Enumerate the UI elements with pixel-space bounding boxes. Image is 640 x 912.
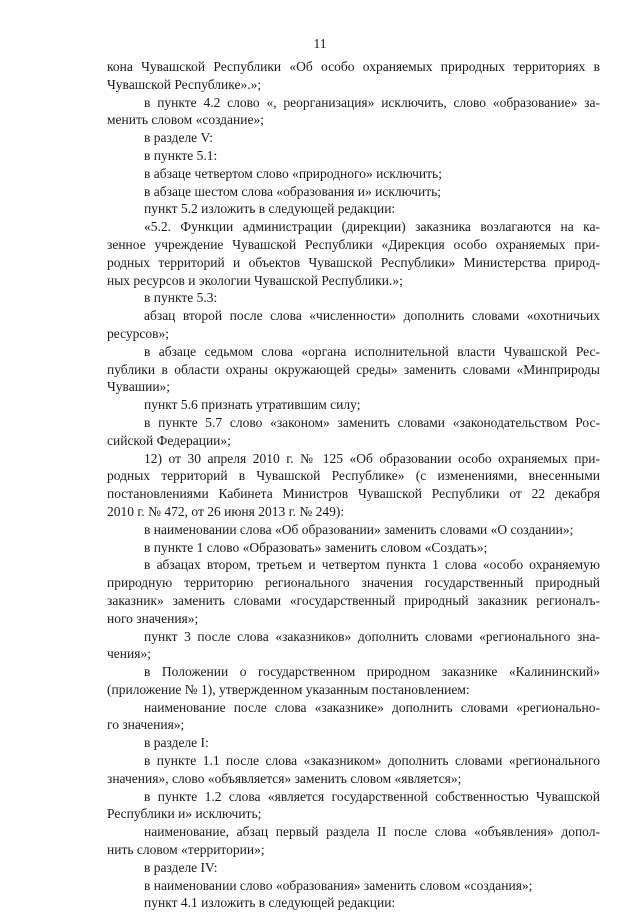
text-line-content: в пункте 1 слово «Образовать» заменить словом «Создать»; — [144, 539, 488, 555]
text-line — [107, 343, 600, 361]
text-line — [107, 628, 600, 646]
text-line-content: родных территорий в Чувашской Республике» (с изменениями, внесенными — [107, 468, 600, 484]
text-line-content: пункт 3 после слова «заказников» дополнить словами «регионального зна- — [144, 628, 600, 644]
text-line — [107, 485, 600, 503]
text-line — [107, 289, 600, 307]
document-body — [107, 58, 600, 912]
text-line-content: чения»; — [107, 646, 151, 662]
text-line-content: в Положении о государственном природном заказнике «Калининский» — [144, 664, 600, 680]
page-number: 11 — [313, 36, 327, 51]
text-line-content: в пункте 5.7 слово «законом» заменить словами «законодательством Рос- — [144, 414, 600, 430]
text-line-content: ного значения»; — [107, 610, 199, 626]
text-line — [107, 556, 600, 574]
text-line — [107, 76, 600, 94]
text-line — [107, 58, 600, 76]
text-line-content: 2010 г. № 472, от 26 июня 2013 г. № 249): — [107, 503, 345, 519]
text-line — [107, 111, 600, 129]
text-line — [107, 521, 600, 539]
text-line — [107, 307, 600, 325]
text-line — [107, 610, 600, 628]
text-line — [107, 699, 600, 717]
text-line-content: наименование после слова «заказнике» дополнить словами «регионально- — [144, 699, 600, 715]
text-line-content: нить словом «территории»; — [107, 842, 265, 858]
text-line-content: в разделе I: — [144, 735, 209, 751]
text-line-content: пункт 4.1 изложить в следующей редакции: — [144, 895, 396, 911]
text-line — [107, 770, 600, 788]
text-line — [107, 716, 600, 734]
text-line — [107, 147, 600, 165]
text-line — [107, 681, 600, 699]
text-line-content: ных ресурсов и экологии Чувашской Республики.»; — [107, 272, 403, 288]
text-line-content: в пункте 5.3: — [144, 290, 218, 306]
text-line-content: абзац второй после слова «численности» дополнить словами «охотничьих — [144, 308, 600, 324]
text-line-content: менить словом «создание»; — [107, 112, 264, 128]
text-line-content: кона Чувашской Республики «Об особо охраняемых природных территориях в — [107, 59, 600, 74]
text-line-content: в пункте 5.1: — [144, 147, 218, 163]
text-line-content: зенное учреждение Чувашской Республики «Дирекция особо охраняемых при- — [107, 236, 600, 252]
text-line — [107, 592, 600, 610]
text-line — [107, 165, 600, 183]
text-line-content: заказник» заменить словами «государственный природный заказник регионалъ- — [107, 592, 600, 608]
text-line — [107, 841, 600, 859]
text-line-content: пункт 5.2 изложить в следующей редакции: — [144, 201, 396, 217]
text-line-content: 12) от 30 апреля 2010 г. № 125 «Об образовании особо охраняемых при- — [144, 450, 600, 466]
text-line-content: Республики и» исключить; — [107, 806, 262, 822]
text-line — [107, 859, 600, 877]
text-line-content: пункт 5.6 признать утратившим силу; — [144, 397, 361, 413]
text-line — [107, 450, 600, 468]
text-line-content: в разделе IV: — [144, 859, 218, 875]
text-line — [107, 805, 600, 823]
text-line — [107, 539, 600, 557]
text-line-content: в пункте 4.2 слово «, реорганизация» исключить, слово «образование» за- — [144, 94, 600, 110]
text-line — [107, 788, 600, 806]
text-line — [107, 129, 600, 147]
text-line-content: в абзацах втором, третьем и четвертом пункта 1 слова «особо охраняемую — [144, 557, 600, 573]
text-line — [107, 361, 600, 379]
text-line — [107, 254, 600, 272]
text-line-content: «5.2. Функции администрации (дирекции) заказника возлагаются на ка- — [144, 219, 600, 235]
text-line-content: в разделе V: — [144, 130, 214, 146]
text-line-content: в наименовании слова «Об образовании» заменить словами «О создании»; — [144, 521, 574, 537]
text-line-content: Чувашии»; — [107, 379, 171, 395]
text-line — [107, 503, 600, 521]
text-line-content: значения», слово «объявляется» заменить словом «является»; — [107, 770, 462, 786]
text-line-content: постановлениями Кабинета Министров Чувашской Республики от 22 декабря — [107, 486, 600, 502]
text-line — [107, 467, 600, 485]
text-line-content: в абзаце седьмом слова «органа исполнительной власти Чувашской Рес- — [144, 343, 600, 359]
text-line — [107, 752, 600, 770]
text-line — [107, 645, 600, 663]
text-line — [107, 325, 600, 343]
text-line — [107, 183, 600, 201]
text-line — [107, 574, 600, 592]
text-line-content: в наименовании слово «образования» заменить словом «создания»; — [144, 877, 533, 893]
text-line — [107, 877, 600, 895]
text-line — [107, 378, 600, 396]
text-line — [107, 396, 600, 414]
text-line-content: (приложение № 1), утвержденном указанным постановлением: — [107, 681, 470, 697]
text-line-content: в пункте 1.2 слова «является государственной собственностью Чувашской — [144, 788, 600, 804]
text-line — [107, 663, 600, 681]
text-line-content: публики в области охраны окружающей среды» заменить словами «Минприроды — [107, 361, 600, 377]
text-line — [107, 218, 600, 236]
text-line-content: в абзаце четвертом слово «природного» исключить; — [144, 165, 442, 181]
text-line — [107, 823, 600, 841]
text-line — [107, 236, 600, 254]
text-line-content: родных территорий и объектов Чувашской Республики» Министерства природ- — [107, 254, 600, 270]
text-line — [107, 200, 600, 218]
text-line-content: Чувашской Республике».»; — [107, 76, 262, 92]
text-line — [107, 432, 600, 450]
text-line-content: природную территорию регионального значения государственный природный — [107, 575, 600, 591]
text-line-content: в абзаце шестом слова «образования и» исключить; — [144, 183, 442, 199]
text-line — [107, 94, 600, 112]
text-line — [107, 272, 600, 290]
text-line — [107, 414, 600, 432]
text-line-content: ресурсов»; — [107, 325, 170, 341]
text-line — [107, 894, 600, 912]
text-line — [107, 734, 600, 752]
text-line-content: в пункте 1.1 после слова «заказником» дополнить словами «регионального — [144, 753, 600, 769]
text-line-content: наименование, абзац первый раздела II после слова «объявления» допол- — [144, 824, 600, 840]
text-line-content: го значения»; — [107, 717, 185, 733]
text-line-content: сийской Федерации»; — [107, 432, 231, 448]
